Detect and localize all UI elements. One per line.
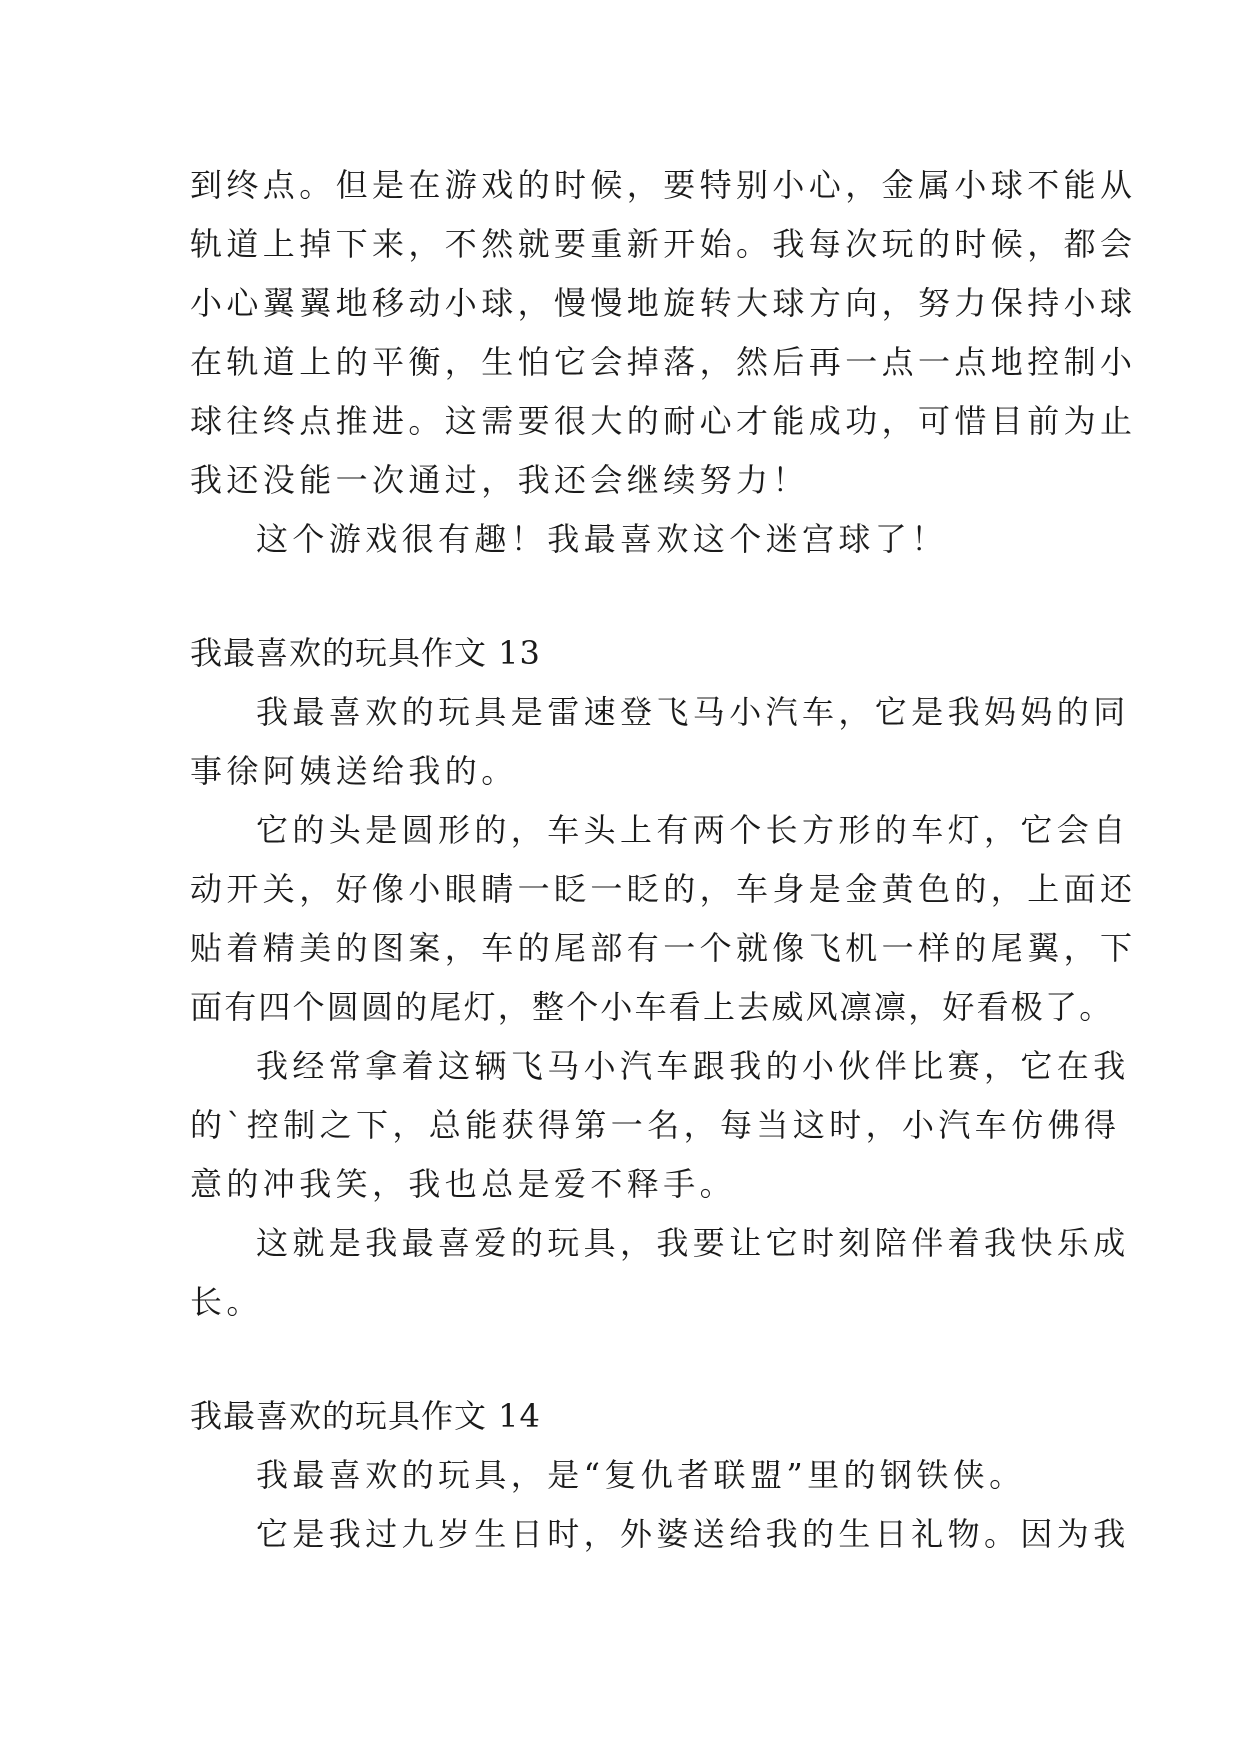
text-line: 我最喜欢的玩具是雷速登飞马小汽车，它是我妈妈的同 [256, 693, 1130, 731]
text-line: 贴着精美的图案，车的尾部有一个就像飞机一样的尾翼，下 [190, 929, 1137, 967]
text-line: 意的冲我笑，我也总是爱不释手。 [190, 1165, 737, 1203]
text-line: 我最喜欢的玩具，是“复仇者联盟”里的钢铁侠。 [256, 1456, 1026, 1494]
section-heading: 我最喜欢的玩具作文 14 [190, 1397, 541, 1435]
text-line: 的`控制之下，总能获得第一名，每当这时，小汽车仿佛得 [190, 1106, 1121, 1144]
text-line: 面有四个圆圆的尾灯，整个小车看上去威风凛凛，好看极了。 [190, 988, 1114, 1026]
text-line: 我经常拿着这辆飞马小汽车跟我的小伙伴比赛，它在我 [256, 1047, 1130, 1085]
text-line: 轨道上掉下来，不然就要重新开始。我每次玩的时候，都会 [190, 225, 1137, 263]
text-line: 它的头是圆形的，车头上有两个长方形的车灯，它会自 [256, 811, 1130, 849]
text-line: 这个游戏很有趣！我最喜欢这个迷宫球了！ [256, 520, 948, 558]
section-heading: 我最喜欢的玩具作文 13 [190, 634, 541, 672]
text-line: 到终点。但是在游戏的时候，要特别小心，金属小球不能从 [190, 166, 1137, 204]
text-line: 球往终点推进。这需要很大的耐心才能成功，可惜目前为止 [190, 402, 1137, 440]
text-line: 长。 [190, 1283, 263, 1321]
text-line: 小心翼翼地移动小球，慢慢地旋转大球方向，努力保持小球 [190, 284, 1137, 322]
text-line: 在轨道上的平衡，生怕它会掉落，然后再一点一点地控制小 [190, 343, 1137, 381]
text-line: 动开关，好像小眼睛一眨一眨的，车身是金黄色的，上面还 [190, 870, 1137, 908]
text-line: 我还没能一次通过，我还会继续努力！ [190, 461, 809, 499]
text-line: 事徐阿姨送给我的。 [190, 752, 518, 790]
text-line: 它是我过九岁生日时，外婆送给我的生日礼物。因为我 [256, 1515, 1130, 1553]
text-line: 这就是我最喜爱的玩具，我要让它时刻陪伴着我快乐成 [256, 1224, 1130, 1262]
